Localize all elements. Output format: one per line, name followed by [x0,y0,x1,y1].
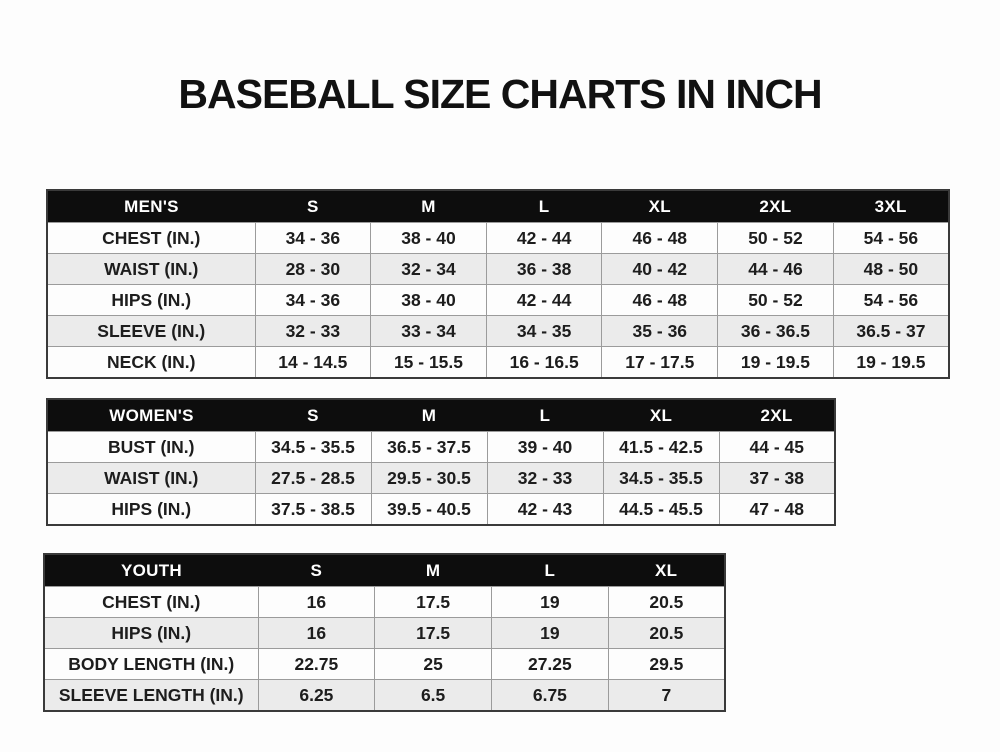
value-cell: 50 - 52 [718,285,834,316]
value-cell: 16 [258,618,375,649]
value-cell: 44 - 46 [718,254,834,285]
value-cell: 32 - 33 [255,316,371,347]
table-row [44,649,725,680]
value-cell: 39 - 40 [487,432,603,463]
header-row [47,399,835,432]
size-column-header: XL [602,190,718,223]
youth-size-table-section [43,553,726,712]
value-cell: 29.5 [608,649,725,680]
row-label: SLEEVE (IN.) [47,316,255,347]
value-cell: 36.5 - 37 [833,316,949,347]
size-column-header: S [255,190,371,223]
value-cell: 35 - 36 [602,316,718,347]
value-cell: 36 - 38 [486,254,602,285]
value-cell: 29.5 - 30.5 [371,463,487,494]
value-cell: 17.5 [375,587,492,618]
table-group-label: MEN'S [47,190,255,223]
value-cell: 25 [375,649,492,680]
table-row [44,587,725,618]
table-group-label: WOMEN'S [47,399,255,432]
value-cell: 6.75 [492,680,609,712]
size-column-header: S [255,399,371,432]
row-label: CHEST (IN.) [44,587,258,618]
value-cell: 27.5 - 28.5 [255,463,371,494]
value-cell: 27.25 [492,649,609,680]
row-label: BODY LENGTH (IN.) [44,649,258,680]
value-cell: 19 [492,618,609,649]
page-title: BASEBALL SIZE CHARTS IN INCH [178,71,822,117]
womens-size-table [46,398,836,526]
value-cell: 20.5 [608,587,725,618]
row-label: WAIST (IN.) [47,254,255,285]
row-label: WAIST (IN.) [47,463,255,494]
row-label: NECK (IN.) [47,347,255,379]
mens-size-table [46,189,950,379]
row-label: HIPS (IN.) [47,285,255,316]
table-row [44,680,725,712]
value-cell: 19 [492,587,609,618]
value-cell: 44 - 45 [719,432,835,463]
womens-size-table-section [46,398,836,526]
mens-size-table-section [46,189,950,379]
value-cell: 34 - 36 [255,285,371,316]
value-cell: 42 - 44 [486,285,602,316]
value-cell: 17.5 [375,618,492,649]
value-cell: 33 - 34 [371,316,487,347]
value-cell: 6.25 [258,680,375,712]
size-column-header: XL [608,554,725,587]
value-cell: 34 - 35 [486,316,602,347]
value-cell: 41.5 - 42.5 [603,432,719,463]
value-cell: 54 - 56 [833,223,949,254]
row-label: BUST (IN.) [47,432,255,463]
size-column-header: S [258,554,375,587]
table-row [47,285,949,316]
table-row [47,254,949,285]
value-cell: 34.5 - 35.5 [603,463,719,494]
size-column-header: L [487,399,603,432]
value-cell: 15 - 15.5 [371,347,487,379]
header-row [44,554,725,587]
table-row [47,347,949,379]
value-cell: 44.5 - 45.5 [603,494,719,526]
value-cell: 34 - 36 [255,223,371,254]
header-row [47,190,949,223]
size-column-header: M [371,190,487,223]
table-row [47,223,949,254]
table-row [47,463,835,494]
value-cell: 20.5 [608,618,725,649]
value-cell: 48 - 50 [833,254,949,285]
value-cell: 38 - 40 [371,223,487,254]
value-cell: 39.5 - 40.5 [371,494,487,526]
value-cell: 36.5 - 37.5 [371,432,487,463]
value-cell: 17 - 17.5 [602,347,718,379]
value-cell: 32 - 34 [371,254,487,285]
size-column-header: M [375,554,492,587]
row-label: HIPS (IN.) [44,618,258,649]
row-label: HIPS (IN.) [47,494,255,526]
table-group-label: YOUTH [44,554,258,587]
table-row [44,618,725,649]
table-row [47,316,949,347]
value-cell: 40 - 42 [602,254,718,285]
row-label: CHEST (IN.) [47,223,255,254]
size-column-header: 2XL [718,190,834,223]
size-column-header: L [492,554,609,587]
size-column-header: 2XL [719,399,835,432]
value-cell: 28 - 30 [255,254,371,285]
value-cell: 38 - 40 [371,285,487,316]
size-column-header: M [371,399,487,432]
value-cell: 22.75 [258,649,375,680]
size-column-header: L [486,190,602,223]
value-cell: 42 - 43 [487,494,603,526]
value-cell: 7 [608,680,725,712]
youth-size-table [43,553,726,712]
value-cell: 46 - 48 [602,223,718,254]
value-cell: 47 - 48 [719,494,835,526]
value-cell: 6.5 [375,680,492,712]
value-cell: 37 - 38 [719,463,835,494]
value-cell: 32 - 33 [487,463,603,494]
table-row [47,432,835,463]
size-column-header: 3XL [833,190,949,223]
row-label: SLEEVE LENGTH (IN.) [44,680,258,712]
value-cell: 50 - 52 [718,223,834,254]
value-cell: 36 - 36.5 [718,316,834,347]
value-cell: 34.5 - 35.5 [255,432,371,463]
value-cell: 16 [258,587,375,618]
value-cell: 14 - 14.5 [255,347,371,379]
size-column-header: XL [603,399,719,432]
value-cell: 54 - 56 [833,285,949,316]
table-row [47,494,835,526]
value-cell: 19 - 19.5 [718,347,834,379]
value-cell: 16 - 16.5 [486,347,602,379]
value-cell: 19 - 19.5 [833,347,949,379]
value-cell: 37.5 - 38.5 [255,494,371,526]
value-cell: 46 - 48 [602,285,718,316]
value-cell: 42 - 44 [486,223,602,254]
